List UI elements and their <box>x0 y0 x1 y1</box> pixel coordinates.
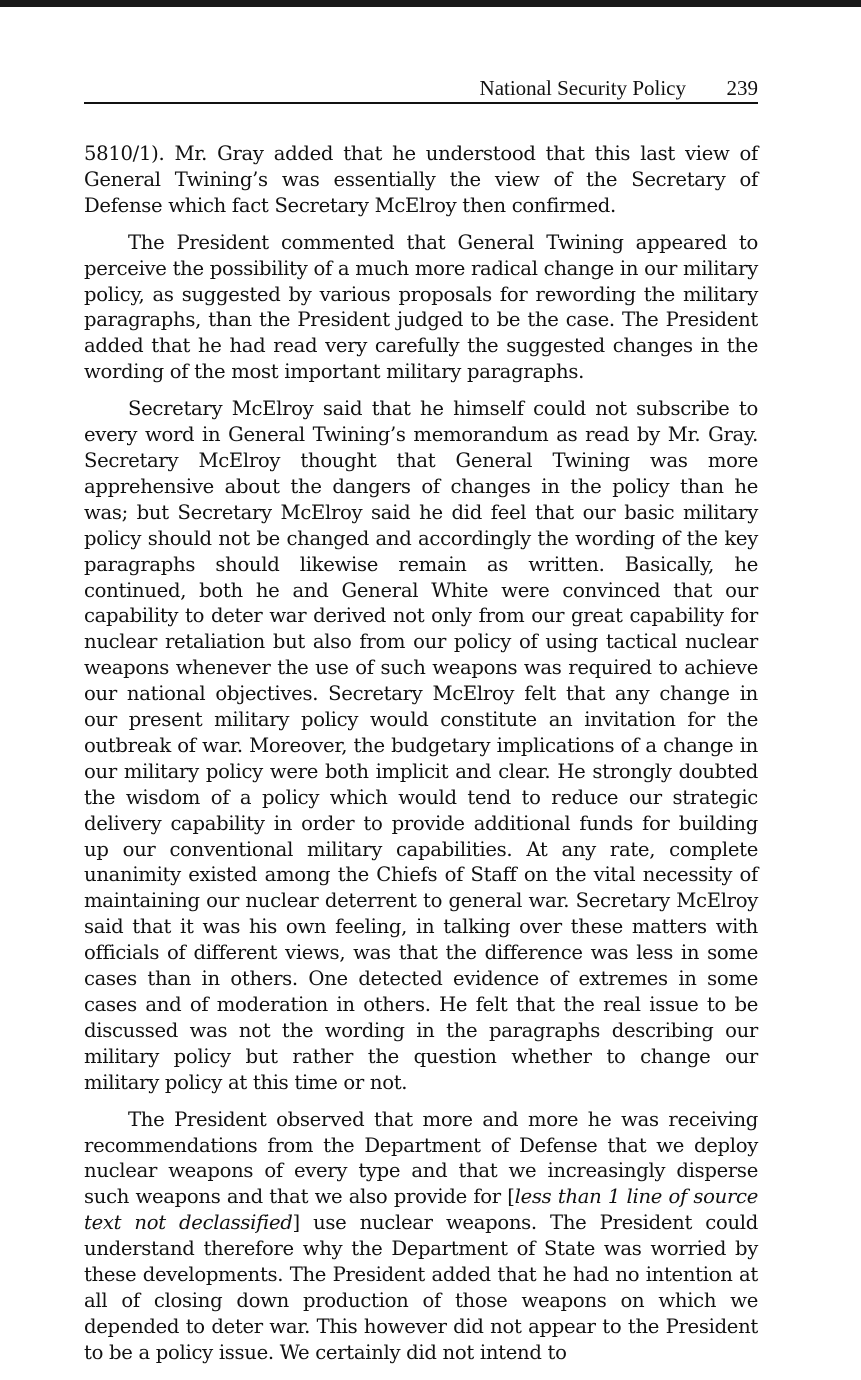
running-header <box>84 74 758 104</box>
page-top-edge <box>0 0 861 7</box>
paragraph-continuation: 5810/1). Mr. Gray added that he understood that this last view of General Twining’s was essentially the view of the Secretary of Defense which fact Secretary McElroy then confirmed. <box>84 142 758 217</box>
paragraph-text-before: The President observed that more and more he was receiving recommendations from the Department of Defense that we deploy nuclear weapons of every type and that we increasingly disperse such weapons and that we also provide for [ <box>84 1107 758 1209</box>
paragraph-text-after: ] use nuclear weapons. The President could understand therefore why the Department of State was worried by these developments. The President added that he had no intention at all of closing down production of those weapons on which we depended to deter war. This however did not appear to the President to be a policy issue. We certainly did not intend to <box>84 1211 758 1364</box>
paragraph-president-comment: The President commented that General Twining appeared to perceive the possibility of a much more radical change in our military policy, as suggested by various proposals for rewording the military paragraphs, than the President judged to be the case. The President added that he had read very carefully the suggested changes in the wording of the most important military paragraphs. <box>84 230 758 384</box>
page-number: 239 <box>726 76 758 100</box>
declassification-note: less than 1 line of source text not declassified <box>84 1185 758 1235</box>
paragraph-mcelroy-statement: Secretary McElroy said that he himself could not subscribe to every word in General Twining’s memorandum as read by Mr. Gray. Secretary McElroy thought that General Twining was more apprehensive about the dangers of changes in the policy than he was; but Secretary McElroy said he did feel that our basic military policy should not be changed and accordingly the wording of the key paragraphs should likewise remain as written. Basically, he continued, both he and General White were convinced that our capability to deter war derived not only from our great capability for nuclear retaliation but also from our policy of using tactical nuclear weapons whenever the use of such weapons was required to achieve our national objectives. Secretary McElroy felt that any change in our present military policy would constitute an invitation for the outbreak of war. Moreover, the budgetary implications of a change in our military policy were both implicit and clear. He strongly doubted the wisdom of a policy which would tend to reduce our strategic delivery capability in order to provide additional funds for building up our conventional military capabilities. At any rate, complete unanimity existed among the Chiefs of Staff on the vital necessity of maintaining our nuclear deterrent to general war. Secretary McElroy said that it was his own feeling, in talking over these matters with officials of different views, was that the difference was less in some cases than in others. One detected evidence of extremes in some cases and of moderation in others. He felt that the real issue to be discussed was not the wording in the paragraphs describing our military policy but rather the question whether to change our military policy at this time or not. <box>84 397 758 1094</box>
paragraph-president-observation <box>84 1107 758 1366</box>
document-body <box>84 141 758 1377</box>
running-header-title: National Security Policy <box>479 76 686 100</box>
